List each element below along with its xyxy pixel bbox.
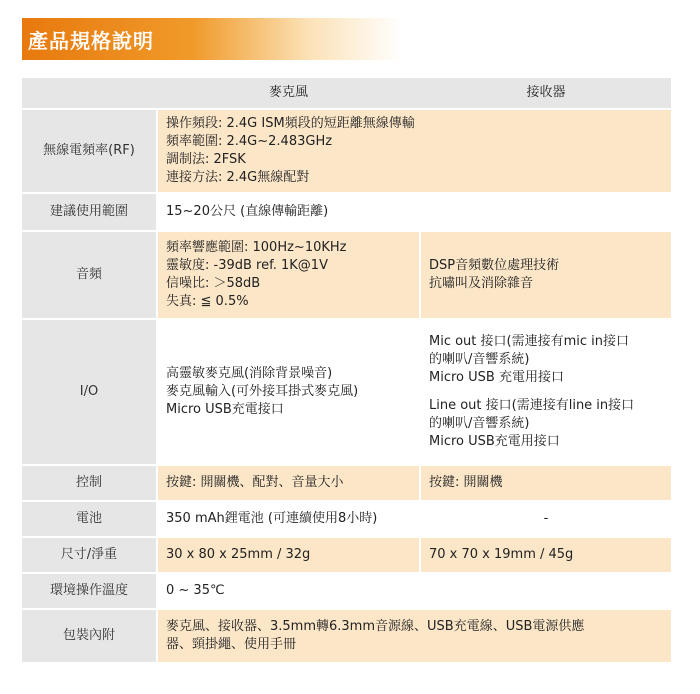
row-label-audio: 音頻 [22,231,156,319]
rf-line-1: 操作頻段: 2.4G ISM頻段的短距離無線傳輸 [166,116,415,131]
row-size [22,537,671,573]
package-line-2: 器、頸掛繩、使用手冊 [166,637,297,652]
package-value [158,609,671,663]
row-battery [22,501,671,537]
range-value: 15~20公尺 (直線傳輸距離) [158,193,671,231]
header-receiver: 接收器 [421,78,671,109]
audio-mic-line-4: 失真: ≦ 0.5% [166,294,249,309]
header-mic: 麥克風 [158,78,419,109]
io-receiver-value [421,319,671,465]
control-mic-value: 按鍵: 開關機、配對、音量大小 [158,465,419,501]
io-rcv-line-4: Line out 接口(需連接有line in接口 [429,398,635,413]
io-rcv-line-5: 的喇叭/音響系統) [429,416,530,431]
rf-value [158,109,671,193]
row-control [22,465,671,501]
temp-value: 0 ~ 35℃ [158,573,671,609]
audio-mic-value [158,231,419,319]
rf-line-2: 頻率範圍: 2.4G~2.483GHz [166,134,333,149]
package-line-1: 麥克風、接收器、3.5mm轉6.3mm音源線、USB充電線、USB電源供應 [166,619,585,634]
row-label-rf: 無線電頻率(RF) [22,109,156,193]
row-label-package: 包裝內附 [22,609,156,663]
io-rcv-line-6: Micro USB充電用接口 [429,434,560,449]
row-io [22,319,671,465]
rf-line-3: 調制法: 2FSK [166,152,246,167]
page-title: 產品規格說明 [28,29,154,53]
row-label-range: 建議使用範圍 [22,193,156,231]
battery-receiver-value: - [421,501,671,537]
io-mic-line-1: 高靈敏麥克風(消除背景噪音) [166,366,333,381]
row-temp [22,573,671,609]
audio-rcv-line-1: DSP音頻數位處理技術 [429,258,560,273]
row-rf [22,109,671,193]
row-label-control: 控制 [22,465,156,501]
row-label-io: I/O [22,319,156,465]
io-rcv-line-2: 的喇叭/音響系統) [429,352,530,367]
row-label-battery: 電池 [22,501,156,537]
audio-rcv-line-2: 抗嘯叫及消除雜音 [429,276,534,291]
size-receiver-value: 70 x 70 x 19mm / 45g [421,537,671,573]
io-rcv-line-1: Mic out 接口(需連接有mic in接口 [429,334,630,349]
row-label-temp: 環境操作溫度 [22,573,156,609]
row-audio [22,231,671,319]
header-row [22,78,671,109]
size-mic-value: 30 x 80 x 25mm / 32g [158,537,419,573]
title-banner [22,18,402,60]
row-package [22,609,671,663]
spec-table [22,78,671,664]
battery-mic-value: 350 mAh鋰電池 (可連續使用8小時) [158,501,419,537]
io-mic-value [158,319,419,465]
row-label-size: 尺寸/淨重 [22,537,156,573]
row-range [22,193,671,231]
rf-line-4: 連接方法: 2.4G無線配對 [166,170,310,185]
io-rcv-line-3: Micro USB 充電用接口 [429,370,564,385]
io-mic-line-2: 麥克風輸入(可外接耳掛式麥克風) [166,384,359,399]
control-receiver-value: 按鍵: 開關機 [421,465,671,501]
audio-mic-line-2: 靈敏度: -39dB ref. 1K@1V [166,258,328,273]
audio-receiver-value [421,231,671,319]
audio-mic-line-1: 頻率響應範圍: 100Hz~10KHz [166,240,347,255]
header-empty [22,78,156,109]
audio-mic-line-3: 信噪比: ＞58dB [166,276,261,291]
io-mic-line-3: Micro USB充電接口 [166,402,284,417]
